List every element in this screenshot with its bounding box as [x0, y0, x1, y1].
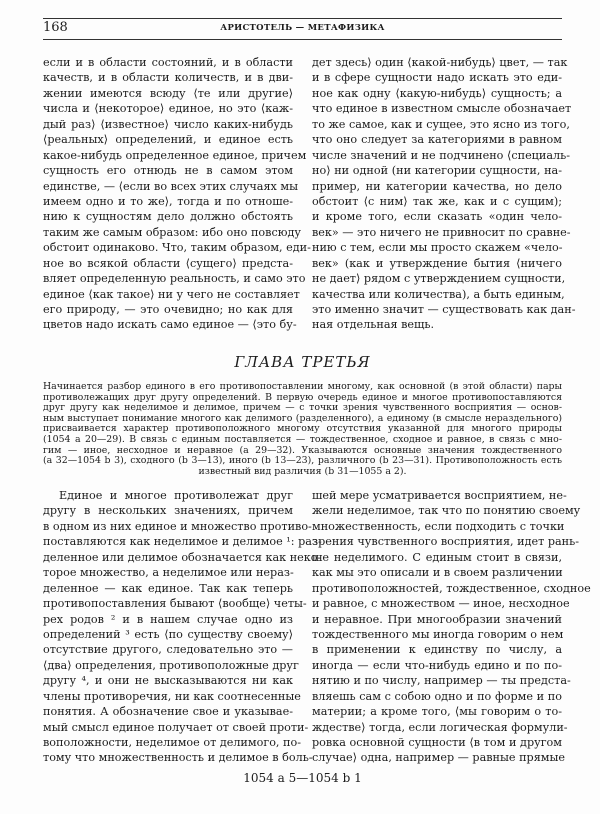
text-line: не дает⟩ рядом с утверждением сущности, [312, 272, 566, 286]
text-line: цветов надо искать само единое — ⟨это бу- [43, 318, 297, 332]
text-line: Единое и многое противолежат друг [59, 489, 293, 502]
text-line: как мы это описали и в своем различении [312, 566, 563, 580]
text-line: воположности, неделимое от делимого, по- [43, 736, 302, 749]
text-line: вляешь сам с собою одно и по форме и по [312, 689, 562, 703]
text-line: числа и ⟨некоторое⟩ единое, но это ⟨каж- [43, 102, 293, 116]
text-line: шей мере усматривается восприятием, не- [312, 489, 567, 502]
text-line: ше неделимого. С единым стоит в связи, [312, 550, 562, 564]
text-line: другу ⁴, и они не высказываются ни как [43, 674, 293, 688]
text-line: деленное — как единое. Так как теперь [43, 581, 293, 595]
text-line: в одном из них единое и множество противо- [43, 519, 312, 533]
text-line: и кроме того, если сказать «один чело- [312, 210, 562, 224]
text-line: нятию и по числу, например — ты предста- [312, 674, 571, 688]
text-line: это именно значит — существовать как дан- [312, 303, 576, 316]
text-line: известный вид различия (b 31—1055 a 2). [198, 465, 407, 477]
text-line: что единое в известном смысле обозначает [312, 102, 572, 116]
text-line: иногда — если что-нибудь едино и по по- [312, 658, 562, 672]
text-line: обстоит ⟨с ним⟩ так же, как и с сущим); [312, 194, 562, 208]
text-line: мый смысл единое получает от своей проти- [43, 720, 309, 734]
text-line: дый раз⟩ ⟨известное⟩ число каких-нибудь [43, 117, 293, 131]
text-line: качеств, и в области количеств, и в дви- [43, 71, 293, 85]
running-head: АРИСТОТЕЛЬ — МЕТАФИЗИКА [220, 23, 385, 33]
text-line: тому что множественность и делимое в боль- [43, 751, 313, 765]
header-top-rule [43, 18, 562, 19]
text-line: ное во всякой области ⟨сущего⟩ предста- [43, 256, 293, 270]
text-line: век» (как и утверждение бытия ⟨ничего [312, 256, 562, 270]
text-line: его природу, — это очевидно; но как для [43, 303, 293, 316]
part1-left-column [43, 55, 311, 333]
text-line: отсутствие другого, следовательно это — [43, 643, 293, 657]
text-line: зрения чувственного восприятия, идет рань- [312, 535, 579, 549]
text-line: числе значений и не подчинено ⟨специаль- [312, 148, 570, 162]
text-line: торое множество, а неделимое или нераз- [43, 566, 294, 580]
text-line: тождественного мы иногда говорим о нем [312, 627, 564, 641]
marginal-reference: 1054 a 5—1054 b 1 [243, 771, 362, 785]
text-line: обстоит одинаково. Что, таким образом, еди- [43, 241, 311, 255]
text-line: и в сфере сущности надо искать это еди- [312, 71, 562, 85]
text-line: множественность, если подходить с точки [312, 519, 565, 533]
text-line: материи; а кроме того, ⟨мы говорим о то- [312, 705, 562, 719]
text-line: (1054 a 20—29). В связь с единым поставляется — тождественное, сходное и равное, в связь с мно- [43, 433, 562, 445]
text-line: какое-нибудь определенное единое, причем [43, 148, 307, 162]
text-line: и равное, с множеством — иное, несходное [312, 597, 570, 611]
text-line: нию к сущностям дело должно обстоять [43, 210, 293, 224]
text-line: что оно следует за категориями в равном [312, 133, 562, 147]
page-number: 168 [43, 20, 68, 35]
text-line: то же самое, как и сущее, это ясно из того, [312, 117, 570, 131]
text-line: рех родов ² и в нашем случае одно из [43, 612, 293, 626]
text-line: нию с тем, если мы просто скажем «чело- [312, 241, 563, 255]
text-line: ⟨два⟩ определения, противоположные друг [43, 658, 299, 672]
text-line: в применении к единству по числу, а [312, 643, 562, 657]
text-line: ⟨реальных⟩ определений, и единое есть [43, 133, 293, 147]
text-line: имеем одно и то же⟩, тогда и по отноше- [43, 194, 293, 208]
text-line: но⟩ ни одной (ни категории сущности, на- [312, 164, 562, 178]
part2-right-column [312, 488, 591, 766]
text-line: Начинается разбор единого в его противопоставлении многому, как основной (в этой области) пары [43, 381, 562, 392]
text-line: жели неделимое, так что по понятию своему [312, 504, 581, 518]
text-line: ная отдельная вещь. [312, 318, 435, 332]
text-line: определений ³ есть ⟨по существу своему⟩ [43, 627, 293, 641]
text-line: жении имеются всюду ⟨те или другие⟩ [43, 86, 293, 100]
text-line: друг другу как неделимое и делимое, причем — с точки зрения чувственного восприятия — основ- [43, 402, 562, 414]
text-line: (a 32—1054 b 3), сходного (b 3—13), иного (b 13—23), различного (b 23—31). Противоположность есть [43, 455, 562, 467]
text-line: таким же самым образом: ибо оно повсюду [43, 225, 301, 239]
text-line: пример, ни категории качества, но дело [312, 179, 562, 193]
text-line: дет здесь⟩ один ⟨какой-нибудь⟩ цвет, — так [312, 56, 568, 69]
text-line: вляет определенную реальность, и само это [43, 272, 306, 286]
text-line: члены противоречия, ни как соотнесенные [43, 689, 301, 703]
text-line: деленное или делимое обозначается как неко- [43, 550, 322, 564]
text-line: единое ⟨как такое⟩ ни у чего не составляет [43, 287, 300, 301]
chapter-summary [43, 382, 562, 477]
text-line: гим — иное, несходное и неравное (a 29—32). Указываются основные значения тождественного [43, 444, 562, 456]
text-line: противоположностей, тождественное, сходное [312, 581, 591, 595]
part1-right-column [312, 55, 576, 333]
text-line: если и в области состояний, и в области [43, 56, 293, 69]
chapter-title: ГЛАВА ТРЕТЬЯ [234, 353, 371, 371]
text-line: присваивается характер противоположного многому отсутствия указанной для многого природы [43, 423, 562, 435]
text-line: сущность его отнюдь не в самом этом [43, 164, 293, 178]
text-line: и неравное. При многообразии значений [312, 612, 562, 626]
text-line: противолежащих друг другу определений. В первую очередь единое и многое противопоставляются [43, 391, 562, 403]
text-line: понятия. А обозначение свое и указывае- [43, 705, 293, 719]
text-line: качества или количества), а быть единым, [312, 287, 565, 301]
text-line: противопоставления бывают ⟨вообще⟩ четы- [43, 597, 307, 611]
text-line: ным выступает понимание многого как делимого (разделенного), а единому (в смысле нераздельного) [43, 412, 562, 424]
text-line: поставляются как неделимое и делимое ¹: раз- [43, 535, 322, 549]
text-line: единстве, — ⟨если во всех этих случаях мы [43, 179, 298, 193]
text-line: век» — это ничего не привносит по сравне- [312, 225, 571, 239]
text-line: случае⟩ одна, например — равные прямые [312, 751, 565, 765]
text-line: другу в нескольких значениях, причем [43, 504, 293, 518]
text-line: ровка основной сущности ⟨в том и другом [312, 736, 562, 749]
header-bottom-rule [43, 39, 562, 40]
part2-left-column [43, 488, 322, 766]
text-line: ждестве⟩ тогда, если логическая формули- [312, 720, 568, 734]
text-line: ное как одну ⟨какую-нибудь⟩ сущность; а [312, 86, 562, 100]
